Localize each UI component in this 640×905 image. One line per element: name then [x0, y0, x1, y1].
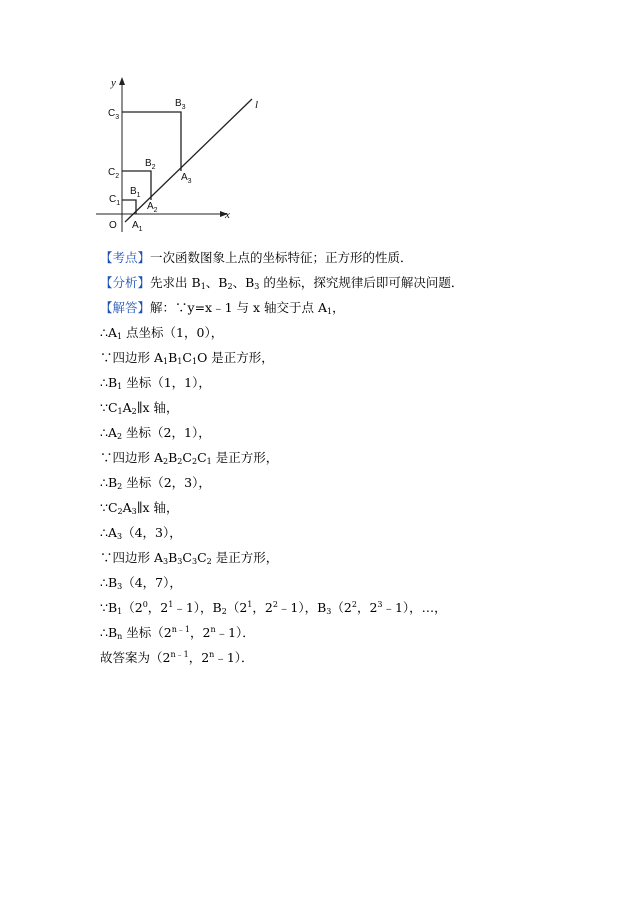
- text-fragment: 1: [138, 226, 143, 233]
- text-fragment: B: [145, 158, 152, 169]
- jieda-text-1: 解：∵y=x﹣1 与 x 轴交于点 A: [150, 300, 328, 315]
- step-13: [100, 625, 255, 641]
- fenxi-text-2: 、B: [205, 275, 228, 290]
- label-origin: O: [109, 220, 117, 231]
- text-fragment: ﹣1）．: [214, 650, 254, 665]
- text-fragment: 2: [115, 173, 120, 180]
- text-fragment: 2: [153, 207, 158, 214]
- text-fragment: 故答案为（2: [100, 650, 171, 665]
- text-fragment: 是正方形，: [211, 550, 279, 565]
- text-fragment: n: [209, 650, 215, 659]
- text-fragment: 1: [116, 332, 123, 341]
- text-fragment: 2: [351, 600, 357, 609]
- text-fragment: A: [147, 201, 154, 212]
- label-b3: [175, 98, 186, 111]
- step-3: [100, 375, 211, 391]
- fenxi-text-3: 、B: [232, 275, 255, 290]
- text-fragment: n: [210, 625, 216, 634]
- step-2: [100, 350, 274, 366]
- text-fragment: （2: [226, 600, 248, 615]
- text-fragment: 坐标（2，1），: [122, 425, 211, 440]
- text-fragment: A: [132, 220, 139, 231]
- fenxi-text-1: 先求出 B: [150, 275, 201, 290]
- text-fragment: B: [130, 186, 137, 197]
- text-fragment: 3: [115, 114, 120, 121]
- text-fragment: 2: [191, 457, 198, 466]
- fenxi-text-4: 的坐标，探究规律后即可解决问题．: [259, 275, 464, 290]
- text-fragment: ∥x 轴，: [136, 500, 179, 515]
- label-c1: [109, 194, 120, 207]
- text-fragment: ∵B: [100, 600, 118, 615]
- text-fragment: 1: [116, 200, 121, 207]
- text-fragment: 1: [177, 357, 183, 366]
- text-fragment: 3: [377, 600, 383, 609]
- text-fragment: ∴A: [100, 425, 117, 440]
- fenxi-sub-2: 2: [227, 282, 233, 291]
- text-fragment: 2: [206, 557, 212, 566]
- text-fragment: ，2: [252, 600, 273, 615]
- text-fragment: 2: [117, 507, 123, 516]
- text-fragment: 3: [326, 607, 332, 616]
- coordinate-figure: [92, 72, 267, 237]
- text-fragment: ﹣1），B: [173, 600, 222, 615]
- label-a3: [181, 172, 192, 185]
- text-fragment: B: [175, 98, 182, 109]
- text-fragment: （2: [331, 600, 352, 615]
- label-a2: [147, 201, 158, 214]
- text-fragment: C: [182, 550, 192, 565]
- step-11: [100, 575, 182, 591]
- text-fragment: C: [197, 450, 207, 465]
- fenxi-sub-3: 3: [254, 282, 260, 291]
- label-b2: [145, 158, 156, 171]
- text-fragment: ﹣1），B: [277, 600, 327, 615]
- kaodian-text: 一次函数图象上点的坐标特征；正方形的性质．: [150, 250, 413, 265]
- jieda-text-2: ，: [332, 300, 345, 315]
- text-fragment: 1: [168, 600, 174, 609]
- jieda-tag: 【解答】: [100, 300, 151, 315]
- text-fragment: 3: [187, 178, 192, 185]
- text-fragment: ∴B: [100, 575, 118, 590]
- text-fragment: ∵C: [100, 500, 118, 515]
- text-fragment: ∴B: [100, 475, 118, 490]
- square-1: [122, 200, 136, 214]
- text-fragment: 3: [131, 507, 137, 516]
- fenxi-line: [100, 275, 463, 291]
- text-fragment: B: [168, 550, 178, 565]
- text-fragment: A: [122, 400, 132, 415]
- text-fragment: 3: [181, 104, 186, 111]
- text-fragment: 3: [117, 582, 123, 591]
- text-fragment: ∥x 轴，: [136, 400, 179, 415]
- y-axis-arrow: [119, 77, 125, 85]
- text-fragment: A: [122, 500, 132, 515]
- text-fragment: A: [181, 172, 188, 183]
- text-fragment: 2: [117, 482, 123, 491]
- label-a1: [132, 220, 143, 233]
- step-9: [100, 525, 182, 541]
- text-fragment: （2: [122, 600, 143, 615]
- text-fragment: ∴B: [100, 625, 118, 640]
- answer-line: [100, 650, 254, 666]
- text-fragment: C: [182, 450, 192, 465]
- text-fragment: n﹣1: [170, 650, 189, 659]
- text-fragment: 2: [221, 607, 227, 616]
- text-fragment: 1: [136, 192, 141, 199]
- text-fragment: 2: [116, 432, 123, 441]
- step-10: [100, 550, 278, 566]
- label-x: x: [225, 209, 230, 221]
- step-5: [100, 425, 211, 441]
- text-fragment: 3: [191, 557, 198, 566]
- text-fragment: 坐标（2: [122, 625, 172, 640]
- text-fragment: 坐标（2，3），: [122, 475, 211, 490]
- text-fragment: B: [168, 350, 178, 365]
- text-fragment: 2: [272, 600, 278, 609]
- text-fragment: 1: [117, 382, 123, 391]
- text-fragment: 1: [163, 357, 169, 366]
- text-fragment: 是正方形，: [211, 450, 279, 465]
- label-y: y: [111, 77, 116, 89]
- text-fragment: C: [197, 550, 207, 565]
- text-fragment: C: [108, 167, 116, 178]
- step-6: [100, 450, 278, 466]
- text-fragment: n: [117, 632, 123, 641]
- kaodian-line: [100, 250, 413, 266]
- text-fragment: ∴A: [100, 525, 117, 540]
- text-fragment: ∴A: [100, 325, 117, 340]
- text-fragment: B: [168, 450, 178, 465]
- jieda-line: [100, 300, 345, 316]
- text-fragment: 1: [117, 407, 123, 416]
- text-fragment: 坐标（1，1），: [122, 375, 211, 390]
- text-fragment: 2: [151, 164, 156, 171]
- text-fragment: n﹣1: [171, 625, 190, 634]
- label-l: l: [255, 99, 259, 111]
- text-fragment: ，2: [147, 600, 169, 615]
- text-fragment: 2: [131, 407, 137, 416]
- text-fragment: 3: [177, 557, 183, 566]
- text-fragment: ∵四边形 A: [100, 450, 164, 465]
- fenxi-tag: 【分析】: [100, 275, 151, 290]
- text-fragment: （4，3），: [122, 525, 182, 540]
- step-12: [100, 600, 447, 616]
- text-fragment: ﹣1），…，: [382, 600, 447, 615]
- text-fragment: ，2: [188, 650, 210, 665]
- text-fragment: C: [109, 194, 117, 205]
- step-1: [100, 325, 223, 341]
- text-fragment: 1: [191, 357, 198, 366]
- label-b1: [130, 186, 141, 199]
- step-8: [100, 500, 179, 516]
- text-fragment: 0: [142, 600, 148, 609]
- text-fragment: 2: [177, 457, 183, 466]
- text-fragment: ∵C: [100, 400, 118, 415]
- text-fragment: 1: [247, 600, 253, 609]
- text-fragment: （4，7），: [122, 575, 182, 590]
- figure-svg: [92, 72, 267, 237]
- text-fragment: 1: [206, 457, 212, 466]
- text-fragment: ∵四边形 A: [100, 550, 164, 565]
- text-fragment: 点坐标（1，0），: [122, 325, 224, 340]
- fenxi-sub-1: 1: [200, 282, 206, 291]
- kaodian-tag: 【考点】: [100, 250, 151, 265]
- text-fragment: 3: [116, 532, 123, 541]
- text-fragment: C: [182, 350, 192, 365]
- label-c3: [108, 108, 119, 121]
- jieda-sub-1: 1: [327, 307, 333, 316]
- text-fragment: ，2: [356, 600, 378, 615]
- label-c2: [108, 167, 119, 180]
- text-fragment: ∴B: [100, 375, 118, 390]
- text-fragment: 2: [163, 457, 169, 466]
- step-7: [100, 475, 211, 491]
- text-fragment: O 是正方形，: [197, 350, 274, 365]
- text-fragment: ﹣1）．: [215, 625, 255, 640]
- text-fragment: ∵四边形 A: [100, 350, 164, 365]
- text-fragment: C: [108, 108, 116, 119]
- text-fragment: 3: [163, 557, 169, 566]
- text-fragment: 1: [117, 607, 123, 616]
- text-fragment: ，2: [189, 625, 211, 640]
- step-4: [100, 400, 179, 416]
